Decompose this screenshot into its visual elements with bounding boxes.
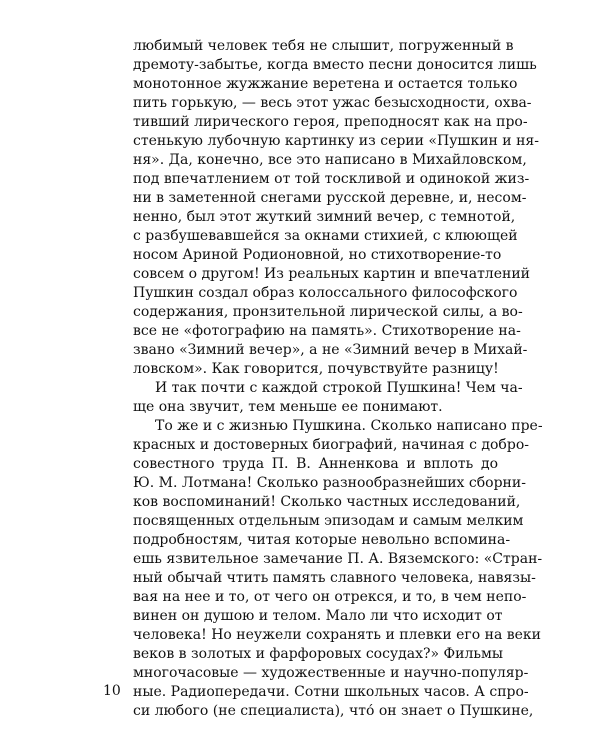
text-line: любимый человек тебя не слышит, погруженный в [133, 38, 514, 54]
text-line: Пушкин создал образ колоссального философского [133, 285, 518, 301]
text-line: ненно, был этот жуткий зимний вечер, с темнотой, [133, 209, 516, 225]
text-line: ловском». Как говорится, почувствуйте разницу! [133, 361, 499, 377]
text-line: красных и достоверных биографий, начиная с добро- [133, 437, 529, 453]
text-line: посвященных отдельным эпизодам и самым мелким [133, 513, 524, 529]
text-line: носом Ариной Родионовной, но стихотворение-то [133, 247, 502, 263]
text-line: ни в заметенной снегами русской деревне, и, несом- [133, 190, 527, 206]
text-line: дремоту-забытье, когда вместо песни доносится лишь [133, 57, 537, 73]
text-line: совсем о другом! Из реальных картин и впечатлений [133, 266, 530, 282]
text-line: подробностям, читая которые невольно вспомина- [133, 532, 511, 548]
text-line: человека! Но неужели сохранять и плевки его на веки [133, 627, 542, 643]
text-line: ные. Радиопередачи. Сотни школьных часов. А спро- [133, 684, 529, 700]
text-line: ще она звучит, тем меньше ее понимают. [133, 399, 443, 415]
text-line: Ю. М. Лотмана! Сколько разнообразнейших сборни- [133, 475, 526, 491]
text-line: многочасовые — художественные и научно-популяр- [133, 665, 529, 681]
text-line: винен он душою и телом. Мало ли что исходит от [133, 608, 503, 624]
text-line: вая на нее и то, от чего он отрекся, и то, в чем непо- [133, 589, 527, 605]
page-number: 10 [103, 683, 121, 699]
text-line: пить горькую, — весь этот ужас безысходности, охва- [133, 95, 532, 111]
text-line: монотонное жужжание веретена и остается только [133, 76, 518, 92]
text-line: с разбушевавшейся за окнами стихией, с клюющей [133, 228, 518, 244]
text-line: тивший лирического героя, преподносят как на про- [133, 114, 528, 130]
text-line: ня». Да, конечно, все это написано в Михайловском, [133, 152, 527, 168]
text-line: стенькую лубочную картинку из серии «Пушкин и ня- [133, 133, 539, 149]
text-line: си любого (не специалиста), что́ он знает о Пушкине, [133, 703, 534, 719]
text-line: звано «Зимний вечер», а не «Зимний вечер в Михай- [133, 342, 528, 358]
text-line: все не «фотографию на память». Стихотворение на- [133, 323, 521, 339]
text-line: совестного труда П. В. Анненкова и вплоть до [133, 456, 498, 472]
text-line: То же и с жизнью Пушкина. Сколько написано пре- [155, 418, 543, 434]
text-line: ешь язвительное замечание П. А. Вяземского: «Стран- [133, 551, 543, 567]
text-line: содержания, пронзительной лирической силы, а во- [133, 304, 523, 320]
text-line: веков в золотых и фарфоровых сосудах?» Фильмы [133, 646, 504, 662]
text-line: под впечатлением от той тоскливой и одинокой жиз- [133, 171, 530, 187]
text-line: ный обычай чтить память славного человека, навязы- [133, 570, 536, 586]
text-line: И так почти с каждой строкой Пушкина! Чем ча- [155, 380, 523, 396]
text-line: ков воспоминаний! Сколько частных исследований, [133, 494, 521, 510]
